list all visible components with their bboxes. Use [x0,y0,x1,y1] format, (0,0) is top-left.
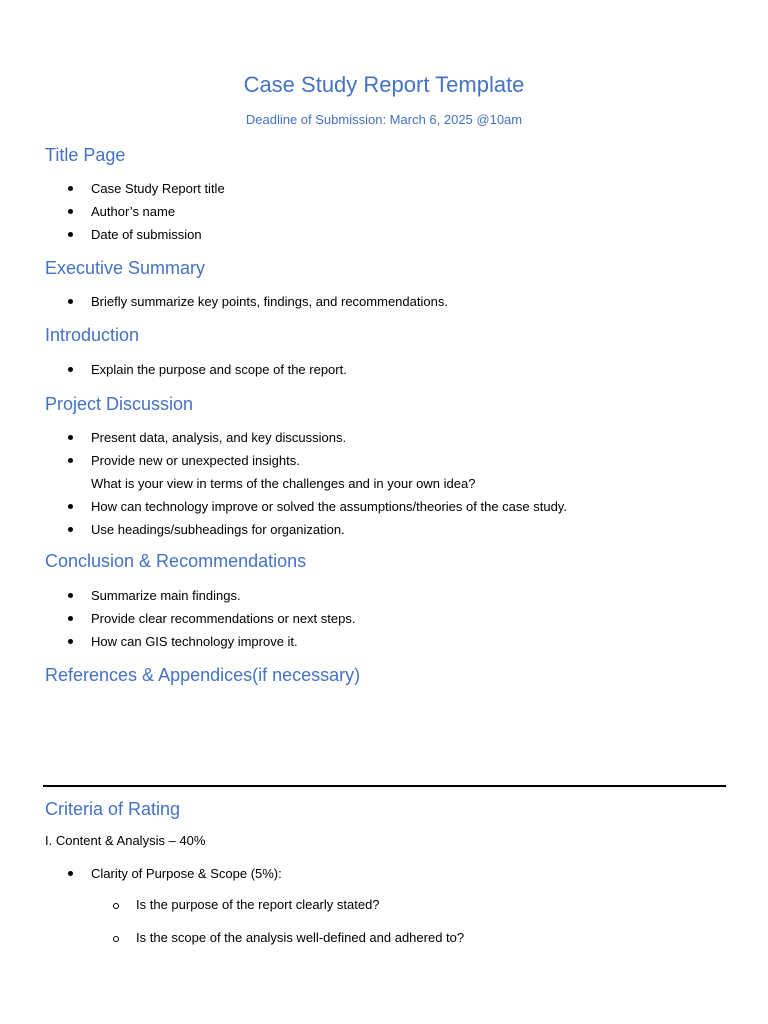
bullet-icon [68,299,73,304]
list-item: Clarity of Purpose & Scope (5%): [0,862,282,885]
list-item: Briefly summarize key points, findings, and recommendations. [0,290,448,313]
list-item: Provide clear recommendations or next steps. [0,607,355,630]
continuation-line: What is your view in terms of the challenges and in your own idea? [91,476,476,491]
list-item: Explain the purpose and scope of the report. [0,358,347,381]
bullet-icon [68,593,73,598]
list-item: How can technology improve or solved the assumptions/theories of the case study. [0,495,567,518]
heading-criteria: Criteria of Rating [45,799,181,819]
bullet-icon [68,209,73,214]
bullet-icon [68,639,73,644]
conclusion-list [0,584,355,653]
heading-introduction: Introduction [45,325,140,345]
list-item: Date of submission [0,223,225,246]
list-item: Case Study Report title [0,177,225,200]
bullet-icon [68,871,73,876]
submission-deadline: Deadline of Submission: March 6, 2025 @10am [245,112,523,127]
list-item: Author’s name [0,200,225,223]
list-item: How can GIS technology improve it. [0,630,355,653]
horizontal-rule [43,785,726,787]
list-item: Provide new or unexpected insights. What is your view in terms of the challenges and in your own idea? [0,449,567,495]
circle-bullet-icon [113,936,119,942]
heading-conclusion: Conclusion & Recommendations [45,551,307,571]
list-item: Present data, analysis, and key discussions. [0,426,567,449]
bullet-icon [68,527,73,532]
criteria-list [0,862,282,885]
bullet-icon [68,504,73,509]
list-item: Use headings/subheadings for organization. [0,518,567,541]
document-title: Case Study Report Template [243,72,525,97]
sub-list-item: Is the scope of the analysis well-defined and adhered to? [0,930,464,945]
list-item: Summarize main findings. [0,584,355,607]
heading-project-discussion: Project Discussion [45,394,194,414]
circle-bullet-icon [113,903,119,909]
project-discussion-list [0,426,567,541]
title-page-list [0,177,225,246]
heading-references: References & Appendices(if necessary) [45,665,361,685]
introduction-list [0,358,347,381]
heading-executive-summary: Executive Summary [45,258,206,278]
bullet-icon [68,186,73,191]
bullet-icon [68,367,73,372]
content-analysis-label: I. Content & Analysis – 40% [45,833,206,848]
bullet-icon [68,616,73,621]
sub-list-item: Is the purpose of the report clearly stated? [0,897,380,912]
executive-summary-list [0,290,448,313]
bullet-icon [68,435,73,440]
bullet-icon [68,458,73,463]
bullet-icon [68,232,73,237]
heading-title-page: Title Page [45,145,126,165]
